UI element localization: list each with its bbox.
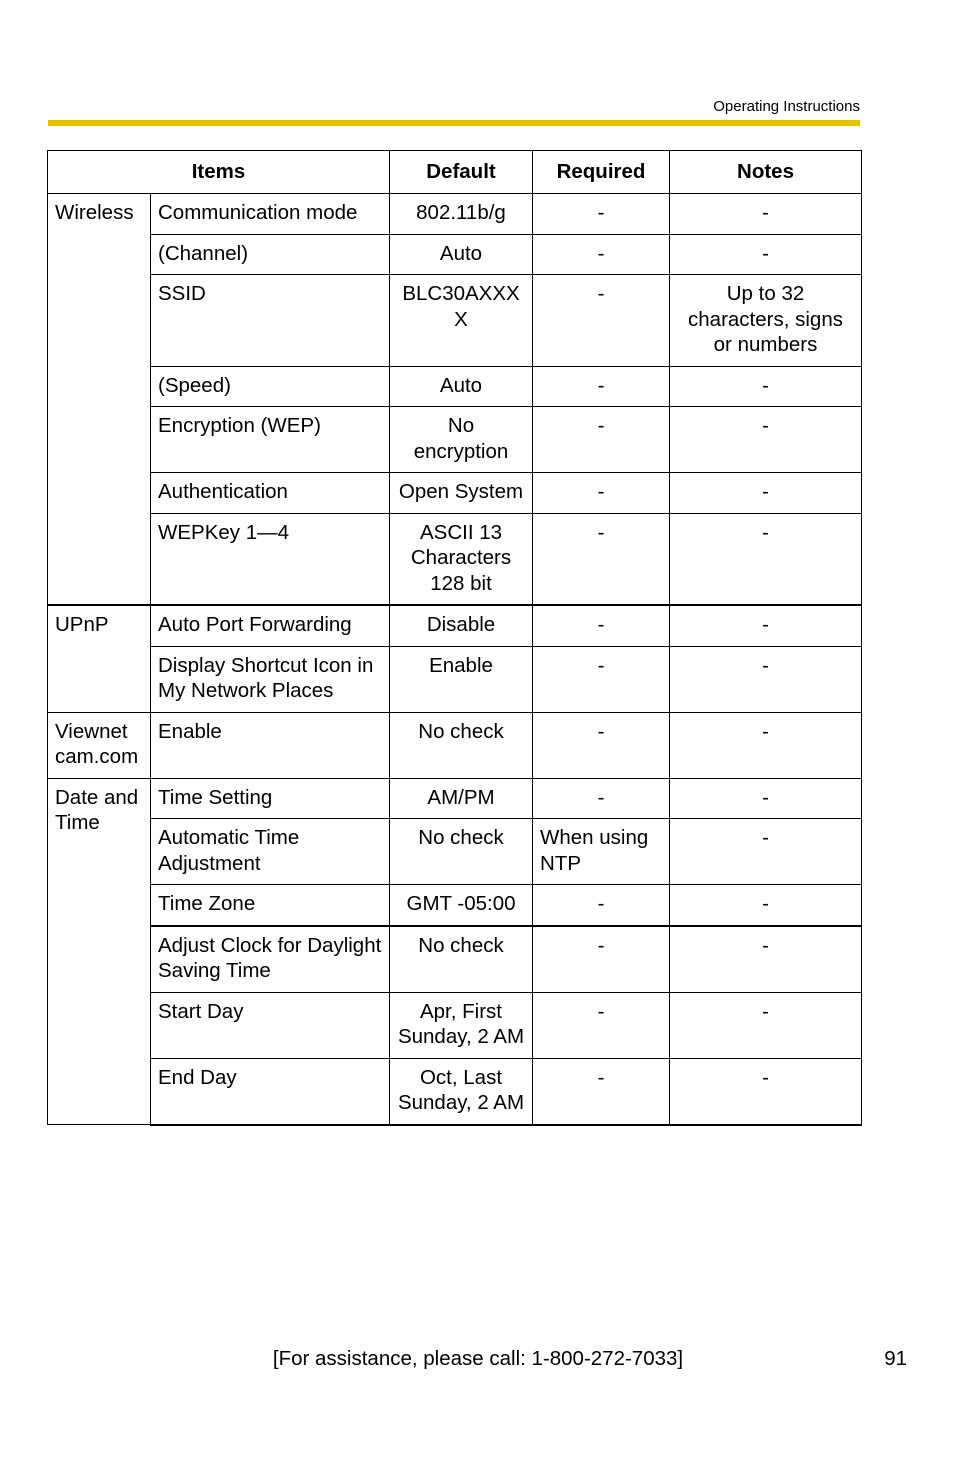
default-cell: Open System — [390, 473, 533, 514]
footer-assistance: [For assistance, please call: 1-800-272-7033] — [272, 1347, 684, 1370]
header-rule — [48, 120, 860, 126]
table-row — [48, 473, 862, 514]
table-header-row — [48, 151, 862, 194]
table-row — [48, 275, 862, 367]
default-cell: Auto — [390, 366, 533, 407]
required-cell: - — [533, 926, 670, 993]
table-row — [48, 819, 862, 885]
table-row — [48, 885, 862, 926]
required-cell: - — [533, 407, 670, 473]
required-cell: - — [533, 234, 670, 275]
table-row — [48, 926, 862, 993]
item-cell: Authentication — [151, 473, 390, 514]
table-row — [48, 194, 862, 235]
default-cell: GMT -05:00 — [390, 885, 533, 926]
notes-cell: - — [670, 366, 862, 407]
notes-cell: - — [670, 992, 862, 1058]
item-cell: (Speed) — [151, 366, 390, 407]
header-items: Items — [48, 151, 390, 194]
table-row — [48, 778, 862, 819]
page-number: 91 — [884, 1347, 907, 1370]
required-cell: - — [533, 1058, 670, 1125]
required-cell: - — [533, 473, 670, 514]
item-cell: Time Zone — [151, 885, 390, 926]
table-row — [48, 234, 862, 275]
required-cell: - — [533, 513, 670, 605]
item-cell: Enable — [151, 712, 390, 778]
group-label-viewnet: Viewnet cam.com — [48, 712, 151, 778]
table-row — [48, 366, 862, 407]
default-cell: No check — [390, 712, 533, 778]
notes-cell: - — [670, 473, 862, 514]
item-cell: WEPKey 1—4 — [151, 513, 390, 605]
header-required: Required — [533, 151, 670, 194]
default-cell: Auto — [390, 234, 533, 275]
default-cell: Apr, First Sunday, 2 AM — [390, 992, 533, 1058]
group-label-upnp: UPnP — [48, 605, 151, 712]
item-cell: Display Shortcut Icon in My Network Places — [151, 646, 390, 712]
item-cell: Auto Port Forwarding — [151, 605, 390, 646]
notes-cell: - — [670, 194, 862, 235]
item-cell: (Channel) — [151, 234, 390, 275]
required-cell: - — [533, 992, 670, 1058]
notes-cell: - — [670, 646, 862, 712]
group-label-wireless: Wireless — [48, 194, 151, 606]
table-row — [48, 407, 862, 473]
notes-cell: - — [670, 407, 862, 473]
default-cell: Disable — [390, 605, 533, 646]
required-cell: - — [533, 366, 670, 407]
item-cell: Communication mode — [151, 194, 390, 235]
table-row — [48, 992, 862, 1058]
required-cell: - — [533, 275, 670, 367]
table-row — [48, 712, 862, 778]
item-cell: Adjust Clock for Daylight Saving Time — [151, 926, 390, 993]
item-cell: Start Day — [151, 992, 390, 1058]
required-cell: - — [533, 712, 670, 778]
notes-cell: - — [670, 712, 862, 778]
notes-cell: - — [670, 605, 862, 646]
item-cell: SSID — [151, 275, 390, 367]
required-cell: - — [533, 646, 670, 712]
settings-table — [47, 150, 862, 1126]
default-cell: No check — [390, 819, 533, 885]
item-cell: End Day — [151, 1058, 390, 1125]
item-cell: Automatic Time Adjustment — [151, 819, 390, 885]
default-cell: ASCII 13 Characters 128 bit — [390, 513, 533, 605]
default-cell: No encryption — [390, 407, 533, 473]
table-row — [48, 1058, 862, 1125]
required-cell: - — [533, 885, 670, 926]
table-row — [48, 646, 862, 712]
group-label-date-time: Date and Time — [48, 778, 151, 1125]
notes-cell: - — [670, 778, 862, 819]
notes-cell: - — [670, 1058, 862, 1125]
default-cell: No check — [390, 926, 533, 993]
notes-cell: - — [670, 885, 862, 926]
notes-cell: - — [670, 513, 862, 605]
header-title: Operating Instructions — [713, 98, 860, 115]
required-cell: When using NTP — [533, 819, 670, 885]
table-row — [48, 513, 862, 605]
default-cell: Oct, Last Sunday, 2 AM — [390, 1058, 533, 1125]
required-cell: - — [533, 605, 670, 646]
header-default: Default — [390, 151, 533, 194]
default-cell: 802.11b/g — [390, 194, 533, 235]
notes-cell: - — [670, 926, 862, 993]
notes-cell: Up to 32 characters, signs or numbers — [670, 275, 862, 367]
header-notes: Notes — [670, 151, 862, 194]
default-cell: Enable — [390, 646, 533, 712]
item-cell: Time Setting — [151, 778, 390, 819]
notes-cell: - — [670, 234, 862, 275]
item-cell: Encryption (WEP) — [151, 407, 390, 473]
required-cell: - — [533, 778, 670, 819]
notes-cell: - — [670, 819, 862, 885]
default-cell: BLC30AXXXX — [390, 275, 533, 367]
required-cell: - — [533, 194, 670, 235]
default-cell: AM/PM — [390, 778, 533, 819]
table-row — [48, 605, 862, 646]
